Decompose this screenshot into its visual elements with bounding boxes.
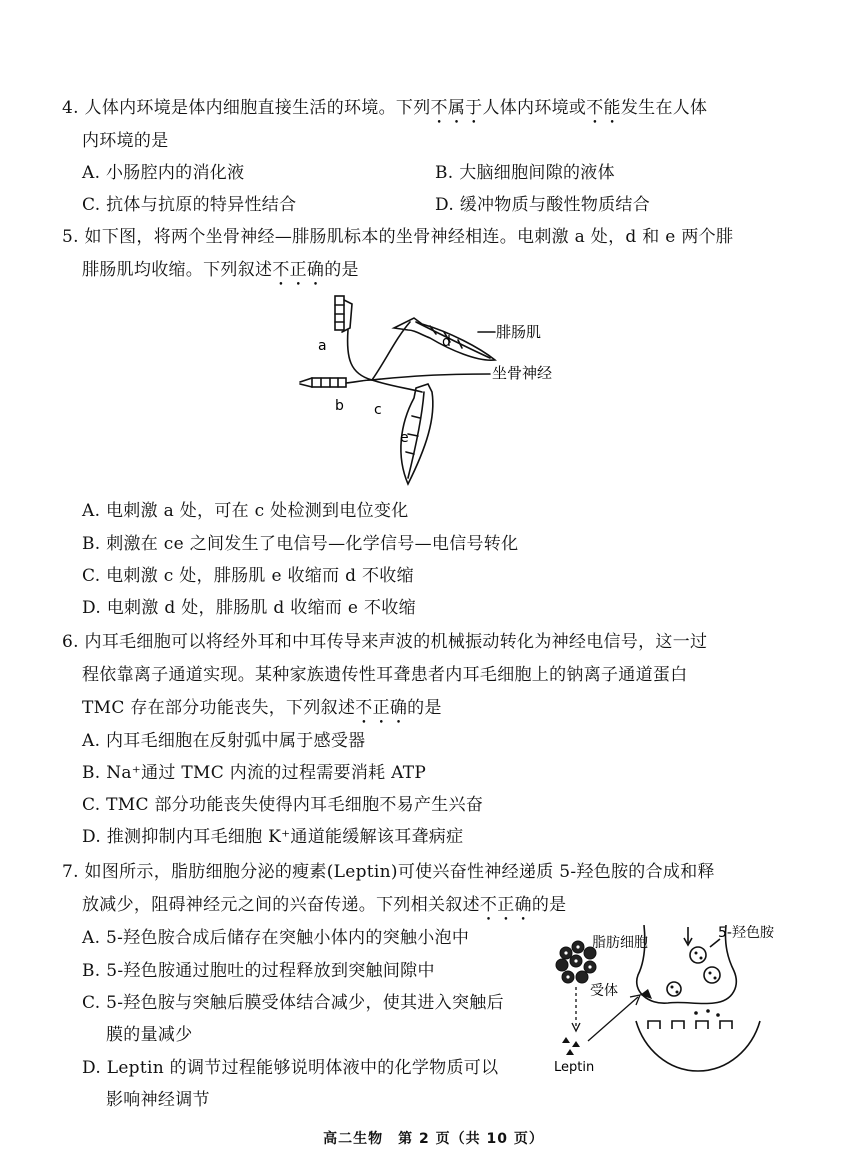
q4-emphasis-not-belong: 不属于 <box>430 98 483 118</box>
q4-option-d: D. 缓冲物质与酸性物质结合 <box>435 195 651 215</box>
q6-stem-part: TMC 存在部分功能丧失，下列叙述 <box>82 698 356 718</box>
q7-stem-part: 放减少，阻碍神经元之间的兴奋传递。下列相关叙述 <box>82 895 480 915</box>
q6-stem-line1: 6. 内耳毛细胞可以将经外耳和中耳传导来声波的机械振动转化为神经电信号，这一过 <box>62 632 708 652</box>
q7-stem-line1: 7. 如图所示，脂肪细胞分泌的瘦素(Leptin)可使兴奋性神经递质 5-羟色胺的合成和释 <box>62 862 715 882</box>
q5-nerve-to-d <box>372 322 410 380</box>
q5-option-d: D. 电刺激 d 处，腓肠肌 d 收缩而 e 不收缩 <box>82 598 416 618</box>
q7-postsynaptic-membrane <box>636 1021 760 1071</box>
q5-label-e: e <box>400 430 409 446</box>
q5-option-a: A. 电刺激 a 处，可在 c 处检测到电位变化 <box>82 501 409 521</box>
q5-nerve-muscle-figure <box>290 288 600 488</box>
q5-stem-part: 的是 <box>324 260 359 280</box>
q5-label-nerve: 坐骨神经 <box>492 364 553 382</box>
q6-stem-line2: 程依靠离子通道实现。某种家族遗传性耳聋患者内耳毛细胞上的钠离子通道蛋白 <box>82 665 688 685</box>
q5-nerve-b <box>346 380 372 383</box>
q7-binding-arrow <box>588 997 638 1041</box>
q4-stem-part: 人体内环境或 <box>482 98 587 118</box>
q4-option-a: A. 小肠腔内的消化液 <box>82 163 245 183</box>
q5-stem-line2 <box>82 259 359 290</box>
q7-option-c-line2: 膜的量减少 <box>106 1025 193 1045</box>
q5-label-b: b <box>335 398 344 414</box>
q6-stem-line3 <box>82 697 442 728</box>
q7-vesicle <box>667 982 681 996</box>
q7-option-c-line1: C. 5-羟色胺与突触后膜受体结合减少，使其进入突触后 <box>82 993 504 1013</box>
q5-label-d: d <box>442 334 451 350</box>
q5-bone-lower <box>312 378 346 387</box>
q7-option-d-line1: D. Leptin 的调节过程能够说明体液中的化学物质可以 <box>82 1058 499 1078</box>
q5-label-c: c <box>374 402 382 418</box>
q7-label-serotonin: 5-羟色胺 <box>718 925 774 941</box>
q4-stem-part: 4. 人体内环境是体内细胞直接生活的环境。下列 <box>62 98 431 118</box>
q5-nerve-a <box>348 330 372 380</box>
q6-option-b: B. Na⁺通过 TMC 内流的过程需要消耗 ATP <box>82 763 427 783</box>
q5-label-a: a <box>318 338 327 354</box>
q7-label-fat-cell: 脂肪细胞 <box>592 935 648 951</box>
q7-label-receptor: 受体 <box>590 983 618 999</box>
q5-bone-upper <box>335 296 344 330</box>
q4-emphasis-cannot: 不能 <box>586 98 621 118</box>
q6-stem-part: 的是 <box>407 698 442 718</box>
leptin-particles <box>562 1037 580 1055</box>
q7-option-a: A. 5-羟色胺合成后储存在突触小体内的突触小泡中 <box>82 928 470 948</box>
q5-sciatic-nerve <box>372 374 490 380</box>
q5-nerve-c <box>372 380 422 392</box>
q7-emphasis-incorrect: 不正确 <box>479 895 532 915</box>
q4-option-b: B. 大脑细胞间隙的液体 <box>435 163 615 183</box>
q6-option-a: A. 内耳毛细胞在反射弧中属于感受器 <box>82 731 366 751</box>
q6-emphasis-incorrect: 不正确 <box>355 698 408 718</box>
q4-stem-line1 <box>62 97 707 128</box>
q7-stem-part: 的是 <box>531 895 567 915</box>
q6-option-d: D. 推测抑制内耳毛细胞 K⁺通道能缓解该耳聋病症 <box>82 827 464 847</box>
q5-stem-part: 腓肠肌均收缩。下列叙述 <box>82 260 273 280</box>
q7-label-leptin: Leptin <box>554 1060 595 1075</box>
q7-synapse-figure <box>548 925 798 1085</box>
q7-option-b: B. 5-羟色胺通过胞吐的过程释放到突触间隙中 <box>82 961 435 981</box>
q7-option-d-line2: 影响神经调节 <box>106 1090 210 1110</box>
q5-emphasis-incorrect: 不正确 <box>272 260 325 280</box>
q6-option-c: C. TMC 部分功能丧失使得内耳毛细胞不易产生兴奋 <box>82 795 484 815</box>
q5-label-muscle: 腓肠肌 <box>496 323 542 341</box>
q5-stem-line1: 5. 如下图，将两个坐骨神经—腓肠肌标本的坐骨神经相连。电刺激 a 处，d 和 e 两个腓 <box>62 227 734 247</box>
q5-option-b: B. 刺激在 ce 之间发生了电信号—化学信号—电信号转化 <box>82 534 519 554</box>
q7-postsynaptic-receptors <box>648 1021 732 1029</box>
q4-option-c: C. 抗体与抗原的特异性结合 <box>82 195 297 215</box>
q5-option-c: C. 电刺激 c 处，腓肠肌 e 收缩而 d 不收缩 <box>82 566 414 586</box>
q4-stem-part: 发生在人体 <box>620 98 708 118</box>
q7-vesicle <box>690 947 706 963</box>
q7-vesicle <box>704 967 720 983</box>
page-footer: 高二生物 第 2 页（共 10 页） <box>323 1131 544 1147</box>
q7-stem-line2 <box>82 894 566 925</box>
q4-stem-line2: 内环境的是 <box>82 131 169 151</box>
